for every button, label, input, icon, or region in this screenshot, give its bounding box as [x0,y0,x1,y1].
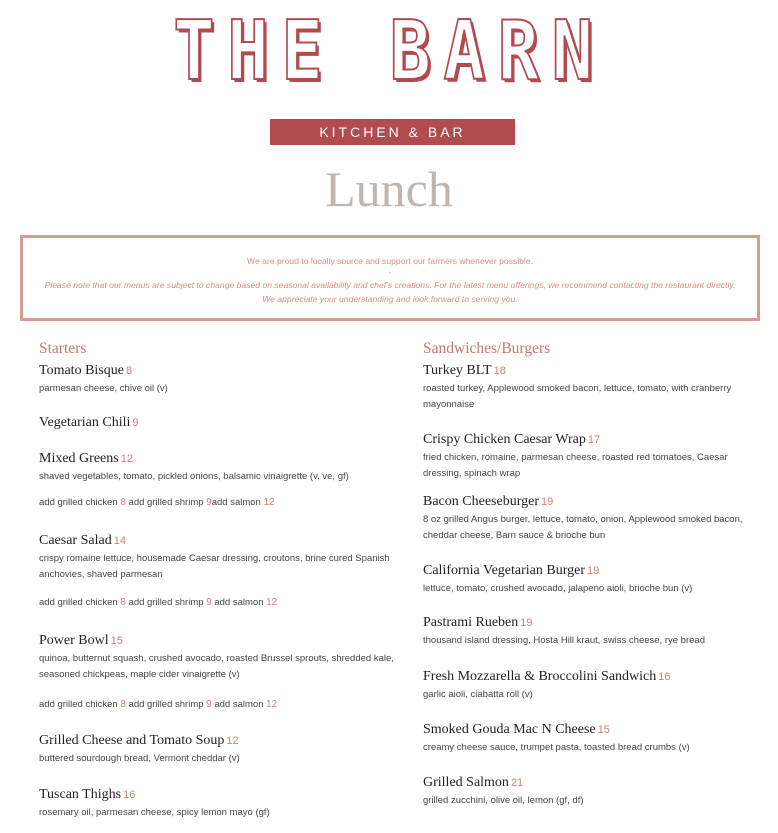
addon-salmon-price: 12 [266,597,278,608]
logo-title: THE BARN [172,4,606,99]
item-description: grilled zucchini, olive oil, lemon (gf, df) [423,795,584,806]
notice-line-1: We are proud to locally source and support our farmers whenever possible. [247,256,533,266]
addon-shrimp-label: add grilled shrimp [128,597,204,608]
menu-item [423,720,768,773]
item-price: 16 [123,789,136,801]
menu-item [39,413,399,449]
item-name: Turkey BLT [423,363,492,378]
sandwiches-column [423,340,768,809]
menu-item [39,361,399,413]
notice-line-2: Please note that our menus are subject to change based on seasonal availability and chef's creations. For the latest menu offerings, we recommend contacting the restaurant directly. [44,279,736,290]
page-title: Lunch [325,161,453,217]
section-title-starters: Starters [39,340,87,357]
addon-shrimp-label: add grilled shrimp [128,699,204,710]
item-name: Mixed Greens [39,451,119,466]
item-price: 15 [597,724,610,736]
item-description: crispy romaine lettuce, housemade Caesar dressing, croutons, brine cured Spanish anchovies, shaved parmesan [39,553,390,580]
logo-subtitle-banner: KITCHEN & BAR [270,119,515,145]
item-name: Grilled Salmon [423,775,509,790]
menu-item [423,667,768,720]
menu-item [39,631,399,699]
item-price: 12 [226,735,239,747]
addon-shrimp-price: 9 [206,497,212,508]
item-price: 12 [120,453,133,465]
item-price: 18 [493,365,506,377]
item-price: 14 [113,535,126,547]
item-description: shaved vegetables, tomato, pickled onions, balsamic vinaigrette (v, ve, gf) [39,471,349,482]
addon-line [39,597,399,631]
menu-item [39,531,399,597]
item-name: Grilled Cheese and Tomato Soup [39,733,225,748]
item-price: 19 [586,565,600,577]
item-price: 16 [658,671,671,683]
addon-shrimp-price: 9 [206,699,212,710]
addon-line [39,497,399,531]
starters-column [39,340,399,821]
item-price: 15 [110,635,123,647]
menu-item [423,773,768,809]
item-name: Tomato Bisque [39,363,124,378]
addon-salmon-label: add salmon [214,597,264,608]
menu-item [39,731,399,785]
notice-line-3: We appreciate your understanding and look forward to serving you. [262,294,518,304]
logo [0,4,778,99]
addon-shrimp-label: add grilled shrimp [128,497,204,508]
item-description: thousand island dressing, Hosta Hill kraut, swiss cheese, rye bread [423,635,705,646]
addon-chicken-label: add grilled chicken [39,597,118,608]
addon-chicken-label: add grilled chicken [39,497,118,508]
menu-item [39,785,399,821]
addon-salmon-label: add salmon [214,699,264,710]
item-description: lettuce, tomato, crushed avocado, jalapeno aioli, brioche bun (v) [423,583,693,594]
menu-item [423,561,768,613]
item-name: Power Bowl [39,633,109,648]
addon-salmon-label: add salmon [211,497,261,508]
item-name: Fresh Mozzarella & Broccolini Sandwich [423,669,657,684]
item-description: garlic aioli, ciabatta roll (v) [423,689,533,700]
menu-item [39,449,399,497]
addon-shrimp-price: 9 [206,597,212,608]
addon-salmon-price: 12 [266,699,278,710]
addon-chicken-label: add grilled chicken [39,699,118,710]
item-description: buttered sourdough bread, Vermont cheddar (v) [39,753,240,764]
item-description: fried chicken, romaine, parmesan cheese, roasted red tomatoes, Caesar dressing, spinach wrap [423,452,728,479]
addon-chicken-price: 8 [120,597,126,608]
item-name: Vegetarian Chili [39,415,131,430]
item-description: 8 oz grilled Angus burger, lettuce, tomato, onion, Applewood smoked bacon, cheddar cheese, Barn sauce & brioche bun [423,514,743,541]
menu-item [423,430,768,492]
item-description: rosemary oil, parmesan cheese, spicy lemon mayo (gf) [39,807,270,818]
item-name: Caesar Salad [39,533,112,548]
item-description: roasted turkey, Applewood smoked bacon, lettuce, tomato, with cranberry mayonnaise [423,383,732,410]
item-name: Tuscan Thighs [39,787,122,802]
item-price: 19 [540,496,554,508]
item-description: quinoa, butternut squash, crushed avocado, roasted Brussel sprouts, shredded kale, seasoned chickpeas, maple cider vinaigrette (v) [39,653,394,680]
menu-item [423,361,768,430]
item-price: 21 [510,777,524,789]
item-description: parmesan cheese, chive oil (v) [39,383,168,394]
item-name: Crispy Chicken Caesar Wrap [423,432,586,447]
item-price: 8 [125,365,133,377]
menu-item [423,613,768,667]
item-description: creamy cheese sauce, trumpet pasta, toasted bread crumbs (v) [423,742,690,753]
menu-item [423,492,768,561]
addon-chicken-price: 8 [120,699,126,710]
item-name: Smoked Gouda Mac N Cheese [423,722,596,737]
item-price: 19 [520,617,533,629]
notice-box [20,235,760,321]
addon-chicken-price: 8 [120,497,126,508]
addon-salmon-price: 12 [263,497,275,508]
item-price: 17 [587,434,601,446]
addon-line [39,699,399,731]
item-price: 9 [132,417,139,429]
section-title-sandwiches: Sandwiches/Burgers [423,340,551,357]
item-name: Pastrami Rueben [423,615,519,630]
notice-separator: - [388,269,392,277]
item-name: California Vegetarian Burger [423,563,585,578]
item-name: Bacon Cheeseburger [423,494,539,509]
